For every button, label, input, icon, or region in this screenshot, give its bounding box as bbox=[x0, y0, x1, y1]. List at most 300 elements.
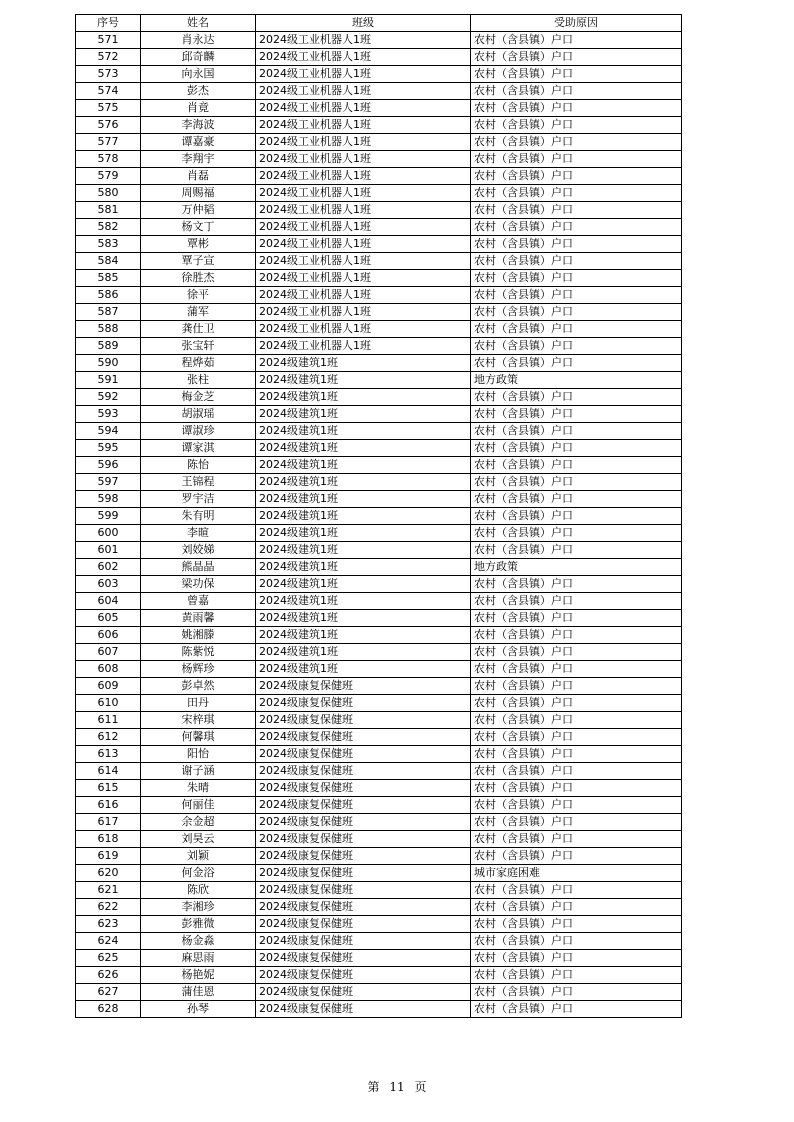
table-row bbox=[76, 899, 682, 916]
row-no: 577 bbox=[76, 134, 141, 151]
table-row bbox=[76, 644, 682, 661]
table-row bbox=[76, 355, 682, 372]
row-reason: 农村（含县镇）户口 bbox=[471, 389, 682, 406]
row-reason: 农村（含县镇）户口 bbox=[471, 202, 682, 219]
row-reason: 农村（含县镇）户口 bbox=[471, 32, 682, 49]
row-class: 2024级工业机器人1班 bbox=[256, 287, 471, 304]
row-no: 594 bbox=[76, 423, 141, 440]
row-class: 2024级康复保健班 bbox=[256, 797, 471, 814]
table-row bbox=[76, 814, 682, 831]
row-class: 2024级工业机器人1班 bbox=[256, 202, 471, 219]
row-no: 618 bbox=[76, 831, 141, 848]
row-no: 624 bbox=[76, 933, 141, 950]
row-name: 陈怡 bbox=[141, 457, 256, 474]
row-class: 2024级工业机器人1班 bbox=[256, 270, 471, 287]
row-class: 2024级康复保健班 bbox=[256, 967, 471, 984]
row-name: 徐平 bbox=[141, 287, 256, 304]
table-row bbox=[76, 933, 682, 950]
row-reason: 农村（含县镇）户口 bbox=[471, 1001, 682, 1018]
row-reason: 农村（含县镇）户口 bbox=[471, 593, 682, 610]
row-reason: 农村（含县镇）户口 bbox=[471, 117, 682, 134]
table-row bbox=[76, 406, 682, 423]
footer-prefix: 第 bbox=[367, 1080, 380, 1094]
row-class: 2024级工业机器人1班 bbox=[256, 117, 471, 134]
row-reason: 农村（含县镇）户口 bbox=[471, 66, 682, 83]
aid-recipient-table bbox=[75, 14, 682, 1018]
row-reason: 农村（含县镇）户口 bbox=[471, 882, 682, 899]
row-reason: 农村（含县镇）户口 bbox=[471, 984, 682, 1001]
row-reason: 农村（含县镇）户口 bbox=[471, 338, 682, 355]
row-name: 王锦程 bbox=[141, 474, 256, 491]
row-class: 2024级建筑1班 bbox=[256, 508, 471, 525]
row-reason: 城市家庭困难 bbox=[471, 865, 682, 882]
row-no: 584 bbox=[76, 253, 141, 270]
row-no: 582 bbox=[76, 219, 141, 236]
row-no: 580 bbox=[76, 185, 141, 202]
row-no: 625 bbox=[76, 950, 141, 967]
row-no: 572 bbox=[76, 49, 141, 66]
table-row bbox=[76, 100, 682, 117]
table-row bbox=[76, 695, 682, 712]
table-row bbox=[76, 440, 682, 457]
row-class: 2024级建筑1班 bbox=[256, 389, 471, 406]
row-reason: 农村（含县镇）户口 bbox=[471, 967, 682, 984]
row-reason: 地方政策 bbox=[471, 559, 682, 576]
row-no: 598 bbox=[76, 491, 141, 508]
row-class: 2024级康复保健班 bbox=[256, 899, 471, 916]
row-no: 571 bbox=[76, 32, 141, 49]
row-reason: 农村（含县镇）户口 bbox=[471, 253, 682, 270]
table-row bbox=[76, 457, 682, 474]
row-name: 谭嘉豪 bbox=[141, 134, 256, 151]
row-class: 2024级建筑1班 bbox=[256, 576, 471, 593]
table-row bbox=[76, 984, 682, 1001]
row-reason: 农村（含县镇）户口 bbox=[471, 219, 682, 236]
row-no: 592 bbox=[76, 389, 141, 406]
row-class: 2024级工业机器人1班 bbox=[256, 49, 471, 66]
row-no: 591 bbox=[76, 372, 141, 389]
row-reason: 农村（含县镇）户口 bbox=[471, 406, 682, 423]
row-no: 590 bbox=[76, 355, 141, 372]
row-no: 617 bbox=[76, 814, 141, 831]
row-class: 2024级工业机器人1班 bbox=[256, 83, 471, 100]
row-reason: 农村（含县镇）户口 bbox=[471, 916, 682, 933]
row-no: 627 bbox=[76, 984, 141, 1001]
row-reason: 农村（含县镇）户口 bbox=[471, 304, 682, 321]
row-no: 613 bbox=[76, 746, 141, 763]
row-reason: 农村（含县镇）户口 bbox=[471, 627, 682, 644]
row-name: 蒲军 bbox=[141, 304, 256, 321]
row-name: 覃子宣 bbox=[141, 253, 256, 270]
row-class: 2024级建筑1班 bbox=[256, 610, 471, 627]
row-name: 谭淑珍 bbox=[141, 423, 256, 440]
table-row bbox=[76, 950, 682, 967]
row-reason: 农村（含县镇）户口 bbox=[471, 712, 682, 729]
row-reason: 农村（含县镇）户口 bbox=[471, 831, 682, 848]
row-class: 2024级建筑1班 bbox=[256, 474, 471, 491]
row-class: 2024级工业机器人1班 bbox=[256, 185, 471, 202]
row-name: 姚湘滕 bbox=[141, 627, 256, 644]
row-name: 李湘珍 bbox=[141, 899, 256, 916]
row-reason: 农村（含县镇）户口 bbox=[471, 236, 682, 253]
row-name: 杨艳妮 bbox=[141, 967, 256, 984]
table-row bbox=[76, 576, 682, 593]
row-reason: 农村（含县镇）户口 bbox=[471, 933, 682, 950]
row-name: 向永国 bbox=[141, 66, 256, 83]
row-no: 586 bbox=[76, 287, 141, 304]
row-no: 579 bbox=[76, 168, 141, 185]
row-no: 588 bbox=[76, 321, 141, 338]
table-row bbox=[76, 508, 682, 525]
row-class: 2024级工业机器人1班 bbox=[256, 151, 471, 168]
table-row bbox=[76, 780, 682, 797]
row-no: 626 bbox=[76, 967, 141, 984]
row-no: 612 bbox=[76, 729, 141, 746]
row-reason: 农村（含县镇）户口 bbox=[471, 321, 682, 338]
row-reason: 农村（含县镇）户口 bbox=[471, 525, 682, 542]
row-class: 2024级建筑1班 bbox=[256, 372, 471, 389]
row-no: 597 bbox=[76, 474, 141, 491]
row-name: 梁功保 bbox=[141, 576, 256, 593]
row-reason: 农村（含县镇）户口 bbox=[471, 440, 682, 457]
row-name: 龚仕卫 bbox=[141, 321, 256, 338]
row-class: 2024级康复保健班 bbox=[256, 848, 471, 865]
row-name: 胡淑瑶 bbox=[141, 406, 256, 423]
header-name: 姓名 bbox=[141, 15, 256, 32]
row-reason: 农村（含县镇）户口 bbox=[471, 423, 682, 440]
row-name: 梅金芝 bbox=[141, 389, 256, 406]
row-reason: 农村（含县镇）户口 bbox=[471, 814, 682, 831]
row-class: 2024级建筑1班 bbox=[256, 355, 471, 372]
row-no: 574 bbox=[76, 83, 141, 100]
row-name: 刘姣娣 bbox=[141, 542, 256, 559]
table-row bbox=[76, 627, 682, 644]
row-name: 田丹 bbox=[141, 695, 256, 712]
row-name: 彭卓然 bbox=[141, 678, 256, 695]
row-name: 彭杰 bbox=[141, 83, 256, 100]
row-name: 何丽佳 bbox=[141, 797, 256, 814]
row-class: 2024级建筑1班 bbox=[256, 525, 471, 542]
row-name: 曾嘉 bbox=[141, 593, 256, 610]
row-name: 李翔宇 bbox=[141, 151, 256, 168]
row-name: 杨辉珍 bbox=[141, 661, 256, 678]
row-no: 608 bbox=[76, 661, 141, 678]
row-reason: 农村（含县镇）户口 bbox=[471, 457, 682, 474]
row-name: 陈欣 bbox=[141, 882, 256, 899]
row-class: 2024级建筑1班 bbox=[256, 542, 471, 559]
row-no: 581 bbox=[76, 202, 141, 219]
row-no: 599 bbox=[76, 508, 141, 525]
row-name: 万仲韬 bbox=[141, 202, 256, 219]
row-name: 杨金淼 bbox=[141, 933, 256, 950]
row-class: 2024级康复保健班 bbox=[256, 746, 471, 763]
row-reason: 农村（含县镇）户口 bbox=[471, 576, 682, 593]
row-no: 587 bbox=[76, 304, 141, 321]
row-class: 2024级康复保健班 bbox=[256, 950, 471, 967]
row-name: 阳怡 bbox=[141, 746, 256, 763]
table-row bbox=[76, 372, 682, 389]
row-class: 2024级康复保健班 bbox=[256, 814, 471, 831]
row-reason: 农村（含县镇）户口 bbox=[471, 542, 682, 559]
table-row bbox=[76, 83, 682, 100]
row-class: 2024级工业机器人1班 bbox=[256, 32, 471, 49]
row-reason: 农村（含县镇）户口 bbox=[471, 950, 682, 967]
table-row bbox=[76, 236, 682, 253]
row-no: 615 bbox=[76, 780, 141, 797]
row-no: 621 bbox=[76, 882, 141, 899]
row-class: 2024级工业机器人1班 bbox=[256, 253, 471, 270]
row-reason: 农村（含县镇）户口 bbox=[471, 644, 682, 661]
table-row bbox=[76, 423, 682, 440]
row-class: 2024级康复保健班 bbox=[256, 678, 471, 695]
row-reason: 农村（含县镇）户口 bbox=[471, 134, 682, 151]
row-name: 余金超 bbox=[141, 814, 256, 831]
table-row bbox=[76, 117, 682, 134]
row-no: 620 bbox=[76, 865, 141, 882]
row-no: 573 bbox=[76, 66, 141, 83]
row-reason: 农村（含县镇）户口 bbox=[471, 729, 682, 746]
row-no: 606 bbox=[76, 627, 141, 644]
row-class: 2024级建筑1班 bbox=[256, 491, 471, 508]
row-reason: 农村（含县镇）户口 bbox=[471, 678, 682, 695]
table-row bbox=[76, 491, 682, 508]
row-no: 607 bbox=[76, 644, 141, 661]
table-row bbox=[76, 729, 682, 746]
row-no: 609 bbox=[76, 678, 141, 695]
row-reason: 农村（含县镇）户口 bbox=[471, 899, 682, 916]
row-reason: 农村（含县镇）户口 bbox=[471, 83, 682, 100]
table-row bbox=[76, 712, 682, 729]
row-no: 578 bbox=[76, 151, 141, 168]
row-class: 2024级康复保健班 bbox=[256, 712, 471, 729]
row-name: 徐胜杰 bbox=[141, 270, 256, 287]
row-no: 585 bbox=[76, 270, 141, 287]
row-class: 2024级康复保健班 bbox=[256, 933, 471, 950]
row-reason: 农村（含县镇）户口 bbox=[471, 49, 682, 66]
row-no: 596 bbox=[76, 457, 141, 474]
table-row bbox=[76, 746, 682, 763]
table-row bbox=[76, 338, 682, 355]
row-no: 595 bbox=[76, 440, 141, 457]
row-no: 602 bbox=[76, 559, 141, 576]
row-name: 张宝轩 bbox=[141, 338, 256, 355]
row-name: 朱有明 bbox=[141, 508, 256, 525]
row-name: 刘颖 bbox=[141, 848, 256, 865]
row-class: 2024级建筑1班 bbox=[256, 627, 471, 644]
row-class: 2024级建筑1班 bbox=[256, 406, 471, 423]
table-row bbox=[76, 219, 682, 236]
row-name: 宋梓琪 bbox=[141, 712, 256, 729]
row-no: 619 bbox=[76, 848, 141, 865]
table-row bbox=[76, 321, 682, 338]
row-no: 623 bbox=[76, 916, 141, 933]
row-no: 600 bbox=[76, 525, 141, 542]
row-reason: 农村（含县镇）户口 bbox=[471, 491, 682, 508]
row-class: 2024级工业机器人1班 bbox=[256, 134, 471, 151]
row-class: 2024级康复保健班 bbox=[256, 865, 471, 882]
table-row bbox=[76, 49, 682, 66]
table-row bbox=[76, 865, 682, 882]
row-reason: 农村（含县镇）户口 bbox=[471, 610, 682, 627]
row-class: 2024级康复保健班 bbox=[256, 882, 471, 899]
row-name: 李暄 bbox=[141, 525, 256, 542]
row-name: 罗宇洁 bbox=[141, 491, 256, 508]
header-no: 序号 bbox=[76, 15, 141, 32]
table-row bbox=[76, 797, 682, 814]
row-name: 周赐福 bbox=[141, 185, 256, 202]
row-no: 593 bbox=[76, 406, 141, 423]
row-name: 刘昊云 bbox=[141, 831, 256, 848]
table-header-row bbox=[76, 15, 682, 32]
footer-suffix: 页 bbox=[414, 1080, 427, 1094]
table-row bbox=[76, 610, 682, 627]
row-no: 628 bbox=[76, 1001, 141, 1018]
row-class: 2024级康复保健班 bbox=[256, 780, 471, 797]
row-reason: 农村（含县镇）户口 bbox=[471, 151, 682, 168]
row-class: 2024级工业机器人1班 bbox=[256, 236, 471, 253]
row-reason: 农村（含县镇）户口 bbox=[471, 185, 682, 202]
row-no: 605 bbox=[76, 610, 141, 627]
row-name: 何金浴 bbox=[141, 865, 256, 882]
row-reason: 农村（含县镇）户口 bbox=[471, 168, 682, 185]
row-no: 583 bbox=[76, 236, 141, 253]
row-class: 2024级建筑1班 bbox=[256, 593, 471, 610]
table-row bbox=[76, 1001, 682, 1018]
table-row bbox=[76, 831, 682, 848]
row-no: 604 bbox=[76, 593, 141, 610]
row-class: 2024级建筑1班 bbox=[256, 440, 471, 457]
row-no: 575 bbox=[76, 100, 141, 117]
row-reason: 地方政策 bbox=[471, 372, 682, 389]
row-name: 陈紫悦 bbox=[141, 644, 256, 661]
row-no: 610 bbox=[76, 695, 141, 712]
table-row bbox=[76, 593, 682, 610]
row-reason: 农村（含县镇）户口 bbox=[471, 661, 682, 678]
table-row bbox=[76, 525, 682, 542]
row-reason: 农村（含县镇）户口 bbox=[471, 355, 682, 372]
row-name: 邱奇麟 bbox=[141, 49, 256, 66]
row-no: 622 bbox=[76, 899, 141, 916]
table-row bbox=[76, 678, 682, 695]
row-reason: 农村（含县镇）户口 bbox=[471, 287, 682, 304]
table-row bbox=[76, 542, 682, 559]
table-row bbox=[76, 848, 682, 865]
row-class: 2024级建筑1班 bbox=[256, 644, 471, 661]
table-row bbox=[76, 304, 682, 321]
table-row bbox=[76, 559, 682, 576]
row-class: 2024级工业机器人1班 bbox=[256, 100, 471, 117]
row-class: 2024级建筑1班 bbox=[256, 423, 471, 440]
row-name: 肖永达 bbox=[141, 32, 256, 49]
table-row bbox=[76, 66, 682, 83]
table-row bbox=[76, 168, 682, 185]
row-name: 肖磊 bbox=[141, 168, 256, 185]
row-reason: 农村（含县镇）户口 bbox=[471, 474, 682, 491]
row-class: 2024级康复保健班 bbox=[256, 916, 471, 933]
header-class: 班级 bbox=[256, 15, 471, 32]
table-row bbox=[76, 661, 682, 678]
row-name: 蒲佳恩 bbox=[141, 984, 256, 1001]
row-reason: 农村（含县镇）户口 bbox=[471, 270, 682, 287]
table-row bbox=[76, 202, 682, 219]
row-class: 2024级康复保健班 bbox=[256, 729, 471, 746]
table-row bbox=[76, 270, 682, 287]
row-name: 彭雅微 bbox=[141, 916, 256, 933]
row-class: 2024级建筑1班 bbox=[256, 559, 471, 576]
table-row bbox=[76, 882, 682, 899]
table-row bbox=[76, 134, 682, 151]
table-row bbox=[76, 253, 682, 270]
row-class: 2024级建筑1班 bbox=[256, 661, 471, 678]
row-name: 黄雨馨 bbox=[141, 610, 256, 627]
row-reason: 农村（含县镇）户口 bbox=[471, 763, 682, 780]
header-reason: 受助原因 bbox=[471, 15, 682, 32]
row-name: 朱晴 bbox=[141, 780, 256, 797]
table-row bbox=[76, 916, 682, 933]
table-row bbox=[76, 185, 682, 202]
row-class: 2024级工业机器人1班 bbox=[256, 338, 471, 355]
row-no: 611 bbox=[76, 712, 141, 729]
row-name: 谢子涵 bbox=[141, 763, 256, 780]
row-reason: 农村（含县镇）户口 bbox=[471, 695, 682, 712]
row-name: 肖竟 bbox=[141, 100, 256, 117]
page-footer bbox=[0, 1078, 794, 1095]
table-row bbox=[76, 474, 682, 491]
row-no: 614 bbox=[76, 763, 141, 780]
row-reason: 农村（含县镇）户口 bbox=[471, 797, 682, 814]
row-no: 616 bbox=[76, 797, 141, 814]
row-name: 覃彬 bbox=[141, 236, 256, 253]
row-reason: 农村（含县镇）户口 bbox=[471, 746, 682, 763]
row-name: 谭家淇 bbox=[141, 440, 256, 457]
row-name: 程烨茹 bbox=[141, 355, 256, 372]
row-no: 601 bbox=[76, 542, 141, 559]
row-name: 李海波 bbox=[141, 117, 256, 134]
row-class: 2024级康复保健班 bbox=[256, 763, 471, 780]
row-class: 2024级康复保健班 bbox=[256, 984, 471, 1001]
row-class: 2024级工业机器人1班 bbox=[256, 66, 471, 83]
row-no: 603 bbox=[76, 576, 141, 593]
page-number: 11 bbox=[389, 1080, 405, 1094]
row-name: 麻思雨 bbox=[141, 950, 256, 967]
row-name: 熊晶晶 bbox=[141, 559, 256, 576]
table-row bbox=[76, 32, 682, 49]
row-class: 2024级工业机器人1班 bbox=[256, 168, 471, 185]
row-class: 2024级康复保健班 bbox=[256, 695, 471, 712]
table-row bbox=[76, 151, 682, 168]
row-reason: 农村（含县镇）户口 bbox=[471, 100, 682, 117]
table-row bbox=[76, 763, 682, 780]
row-name: 孙琴 bbox=[141, 1001, 256, 1018]
row-class: 2024级建筑1班 bbox=[256, 457, 471, 474]
table-body bbox=[76, 32, 682, 1018]
row-no: 589 bbox=[76, 338, 141, 355]
table-row bbox=[76, 389, 682, 406]
table-row bbox=[76, 967, 682, 984]
row-class: 2024级康复保健班 bbox=[256, 831, 471, 848]
row-name: 杨文丁 bbox=[141, 219, 256, 236]
table-row bbox=[76, 287, 682, 304]
row-name: 何馨琪 bbox=[141, 729, 256, 746]
row-class: 2024级工业机器人1班 bbox=[256, 304, 471, 321]
row-class: 2024级康复保健班 bbox=[256, 1001, 471, 1018]
row-name: 张柱 bbox=[141, 372, 256, 389]
row-class: 2024级工业机器人1班 bbox=[256, 321, 471, 338]
row-reason: 农村（含县镇）户口 bbox=[471, 508, 682, 525]
row-no: 576 bbox=[76, 117, 141, 134]
row-class: 2024级工业机器人1班 bbox=[256, 219, 471, 236]
row-reason: 农村（含县镇）户口 bbox=[471, 780, 682, 797]
